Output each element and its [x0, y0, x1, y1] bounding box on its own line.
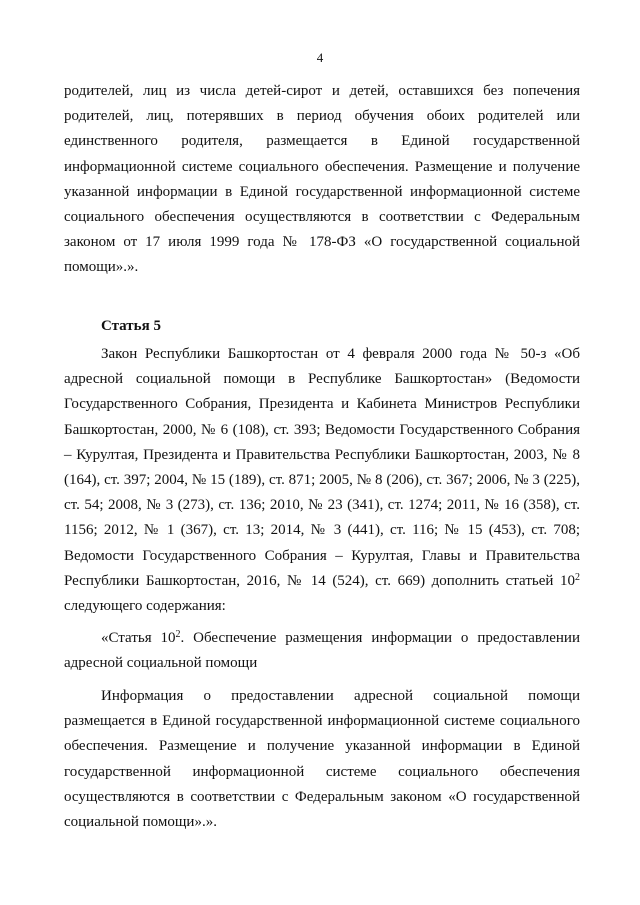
amendment-article-superscript: 2: [575, 571, 580, 583]
article-5-heading: Статья 5: [101, 318, 161, 334]
new-article-title-prefix: «Статья 10: [101, 630, 176, 646]
info-paragraph-block: [64, 684, 580, 835]
new-article-superscript: 2: [175, 629, 181, 640]
new-article-title: [64, 626, 580, 676]
amendment-paragraph-block: [64, 342, 580, 619]
page-number: 4: [316, 50, 324, 65]
amendment-text: Закон Республики Башкортостан от 4 февраля 2000 года № 50-з «Об адресной социальной помощи в Республике Башкортостан» (Ведомости Государственного Собрания, Президента и Кабинета Министров Республики Башкортостан, 2000, № 6 (108), ст. 393; Ведомости Государственного Собрания – Курултая, Президента и Правительства Республики Башкортостан, 2003, № 8 (164), ст. 397; 2004, № 15 (189), ст. 871; 2005, № 8 (206), ст. 367; 2006, № 3 (225), ст. 54; 2008, № 3 (273), ст. 136; 2010, № 23 (341), ст. 1274; 2011, № 16 (358), ст. 1156; 2012, № 1 (367), ст. 13; 2014, № 3 (441), ст. 116; № 15 (453), ст. 708; Ведомости Государственного Собрания – Курултая, Главы и Правительства Республики Башкортостан, 2016, № 14 (524), ст. 669) дополнить статьей 10: [64, 346, 580, 589]
amendment-paragraph: [64, 342, 580, 619]
info-paragraph: Информация о предоставлении адресной социальной помощи размещается в Единой государственной информационной системе социального обеспечения. Размещение и получение указанной информации в Единой государственной информационной системе социального обеспечения осуществляются в соответствии с Федеральным законом «О государственной социальной помощи».».: [64, 688, 580, 831]
new-article-title-block: [64, 626, 580, 676]
continuation-paragraph: родителей, лиц из числа детей-сирот и детей, оставшихся без попечения родителей, лиц, потерявших в период обучения обоих родителей или единственного родителя, размещается в Единой государственной информационной системе социального обеспечения. Размещение и получение указанной информации в Единой государственной информационной системе социального обеспечения осуществляются в соответствии с Федеральным законом от 17 июля 1999 года № 178-ФЗ «О государственной социальной помощи».».: [64, 83, 580, 276]
amendment-text-end: следующего содержания:: [64, 598, 226, 615]
new-article-title-text: . Обеспечение размещения информации о предоставлении адресной социальной помощи: [64, 630, 580, 672]
continuation-paragraph-block: [64, 79, 580, 281]
